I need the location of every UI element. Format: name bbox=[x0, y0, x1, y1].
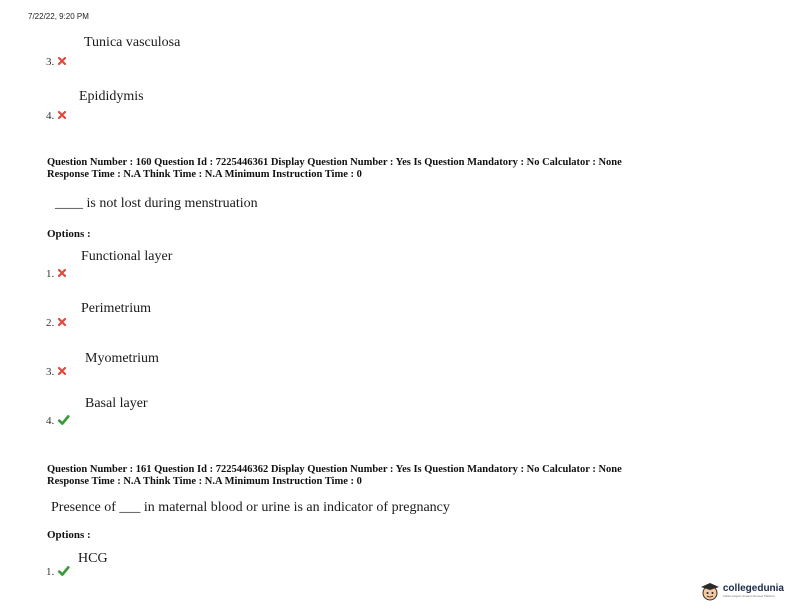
question-text: Presence of ___ in maternal blood or urine is an indicator of pregnancy bbox=[51, 500, 450, 515]
question-meta: Question Number : 160 Question Id : 7225446361 Display Question Number : Yes Is Question Mandatory : No Calculator : None Response Time : N.A Think Time : N.A Minimum Instruction Time : 0 bbox=[47, 157, 622, 180]
cross-icon bbox=[57, 268, 67, 278]
graduate-mascot-icon bbox=[700, 580, 720, 602]
check-icon bbox=[57, 565, 70, 577]
cross-icon bbox=[57, 366, 67, 376]
logo-wordmark: collegedunia bbox=[722, 583, 784, 594]
print-timestamp: 7/22/22, 9:20 PM bbox=[28, 12, 89, 21]
option-text: Basal layer bbox=[85, 396, 148, 411]
options-label: Options : bbox=[47, 228, 91, 240]
option-number: 2. bbox=[46, 313, 67, 331]
option-text: Epididymis bbox=[79, 89, 144, 104]
option-text: Functional layer bbox=[81, 249, 173, 264]
option-number: 3. bbox=[46, 362, 67, 380]
option-text: Myometrium bbox=[85, 351, 159, 366]
option-number: 4. bbox=[46, 411, 70, 429]
option-number: 1. bbox=[46, 562, 70, 580]
option-number: 4. bbox=[46, 106, 67, 124]
question-text: ____ is not lost during menstruation bbox=[55, 196, 258, 211]
option-number: 1. bbox=[46, 264, 67, 282]
cross-icon bbox=[57, 56, 67, 66]
option-text: HCG bbox=[78, 551, 108, 566]
option-text: Tunica vasculosa bbox=[84, 35, 181, 50]
logo-tagline: India's largest Student Review Platform bbox=[722, 594, 776, 598]
collegedunia-logo bbox=[700, 580, 784, 602]
option-text: Perimetrium bbox=[81, 301, 151, 316]
options-label: Options : bbox=[47, 529, 91, 541]
cross-icon bbox=[57, 317, 67, 327]
question-meta: Question Number : 161 Question Id : 7225446362 Display Question Number : Yes Is Question Mandatory : No Calculator : None Response Time : N.A Think Time : N.A Minimum Instruction Time : 0 bbox=[47, 464, 622, 487]
option-number: 3. bbox=[46, 52, 67, 70]
cross-icon bbox=[57, 110, 67, 120]
check-icon bbox=[57, 414, 70, 426]
